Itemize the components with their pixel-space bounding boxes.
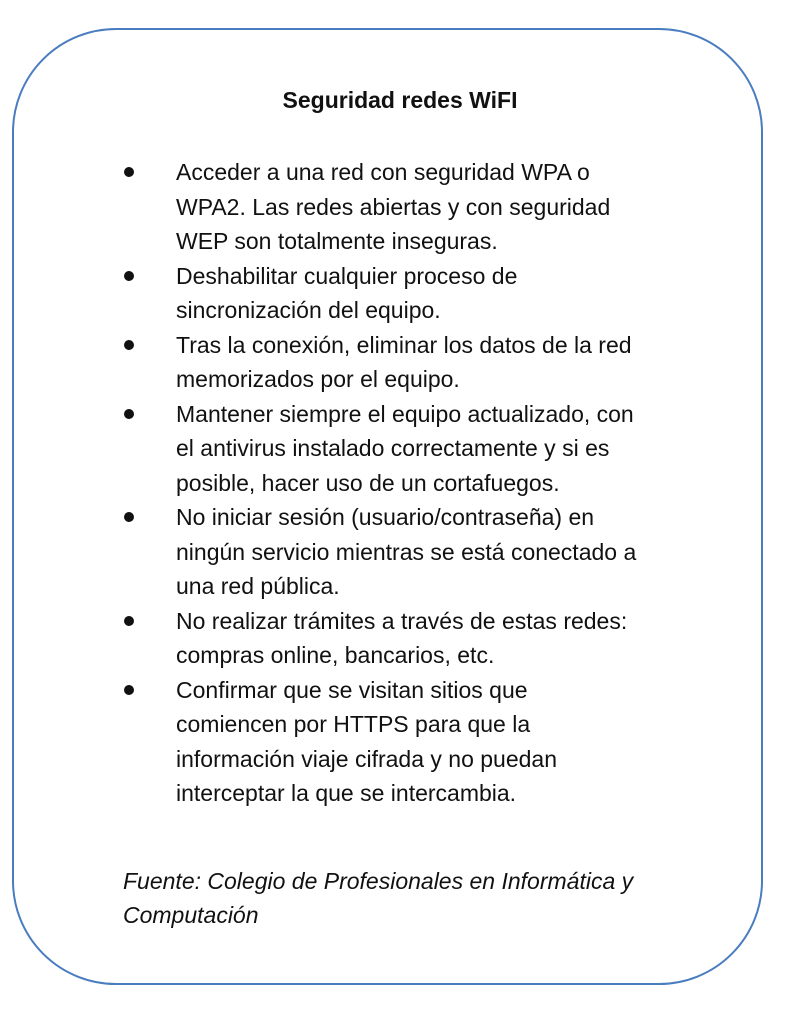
bullet-icon — [124, 512, 134, 522]
list-item-line: WPA2. Las redes abiertas y con seguridad — [176, 193, 611, 220]
list-item — [122, 673, 762, 811]
source-citation — [123, 864, 743, 932]
list-item-line: una red pública. — [176, 573, 340, 599]
bullet-icon — [124, 409, 134, 419]
list-item-line: memorizados por el equipo. — [176, 366, 460, 392]
list-item-line: compras online, bancarios, etc. — [176, 642, 495, 668]
bullet-icon — [124, 616, 134, 626]
card-title: Seguridad redes WiFI — [282, 87, 518, 113]
source-line: Fuente: Colegio de Profesionales en Informática y — [123, 868, 634, 894]
list-item-line: No iniciar sesión (usuario/contraseña) en — [176, 504, 595, 530]
bullet-icon — [124, 271, 134, 281]
list-item-line: interceptar la que se intercambia. — [176, 780, 517, 806]
list-item — [122, 397, 762, 501]
bullet-icon — [124, 167, 134, 177]
bullet-icon — [124, 340, 134, 350]
list-item-line: Mantener siempre el equipo actualizado, con — [176, 400, 634, 427]
list-item — [122, 500, 762, 604]
bullet-list — [122, 155, 762, 811]
list-item-line: No realizar trámites a través de estas redes: — [176, 607, 628, 634]
list-item-line: Deshabilitar cualquier proceso de — [176, 262, 518, 289]
list-item-line: el antivirus instalado correctamente y si es — [176, 435, 610, 461]
list-item-line: ningún servicio mientras se está conectado a — [176, 538, 637, 565]
list-item-line: posible, hacer uso de un cortafuegos. — [176, 469, 560, 496]
list-item — [122, 328, 762, 397]
list-item-line: Confirmar que se visitan sitios que — [176, 676, 528, 703]
list-item — [122, 155, 762, 259]
source-line: Computación — [123, 902, 259, 928]
list-item-line: Acceder a una red con seguridad WPA o — [176, 159, 590, 185]
bullet-icon — [124, 685, 134, 695]
list-item-line: WEP son totalmente inseguras. — [176, 228, 498, 254]
list-item-line: sincronización del equipo. — [176, 297, 441, 323]
list-item — [122, 604, 762, 673]
list-item-line: información viaje cifrada y no puedan — [176, 745, 558, 772]
list-item-line: Tras la conexión, eliminar los datos de la red — [176, 331, 632, 358]
list-item-line: comiencen por HTTPS para que la — [176, 711, 531, 737]
list-item — [122, 259, 762, 328]
